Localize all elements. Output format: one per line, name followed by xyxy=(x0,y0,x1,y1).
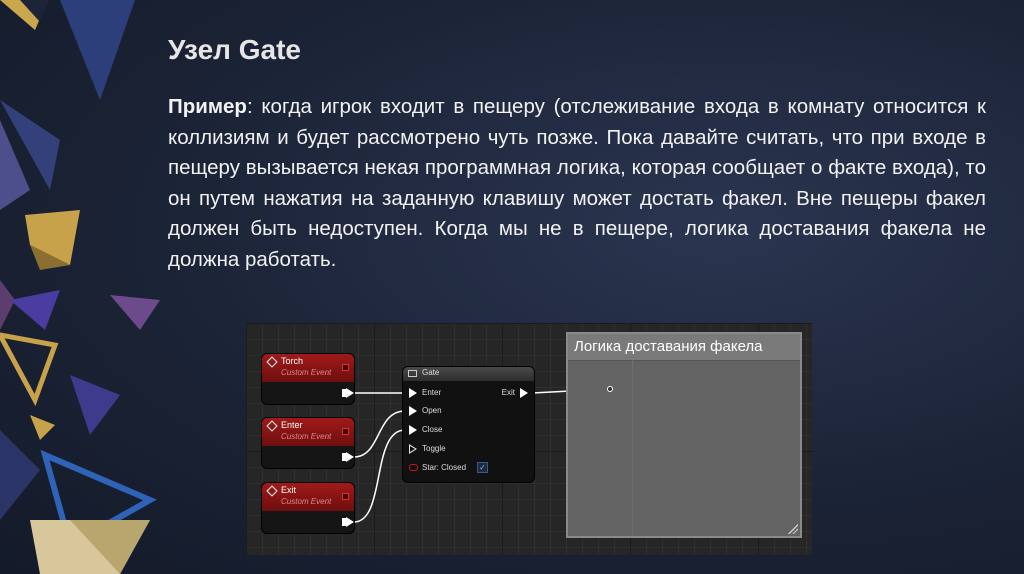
body-text xyxy=(168,92,986,275)
event-title: Exit xyxy=(281,485,297,495)
gate-header xyxy=(403,367,534,381)
body-paragraph: : когда игрок входит в пещеру (отслеживание входа в комнату относится к коллизиям и будет рассмотрено чуть позже. Пока давайте считать, что при входе в пещеру вызывается некая программная логика, которая сообщает о факте входа), то он путем нажатия на заданную клавишу может достать факел. Вне пещеры факел должен быть недоступен. Когда мы не в пещере, логика доставания факела не должна работать. xyxy=(168,95,986,271)
event-node-torch[interactable] xyxy=(262,354,354,404)
event-node-enter[interactable] xyxy=(262,418,354,468)
pin-label: Enter xyxy=(422,388,442,397)
event-subtitle: Custom Event xyxy=(281,368,332,377)
exec-input-pin-icon[interactable] xyxy=(409,388,417,398)
event-header xyxy=(262,354,354,382)
gate-title: Gate xyxy=(422,368,440,377)
exec-input-pin-icon[interactable] xyxy=(409,425,417,435)
event-header xyxy=(262,418,354,446)
reroute-node[interactable] xyxy=(607,386,613,392)
delegate-pin-icon[interactable] xyxy=(342,364,349,371)
pin-label: Close xyxy=(422,425,443,434)
bool-pin-icon[interactable] xyxy=(409,464,418,471)
delegate-pin-icon[interactable] xyxy=(342,493,349,500)
macro-icon xyxy=(408,370,417,377)
event-diamond-icon xyxy=(266,420,277,431)
exec-output-pin-icon[interactable] xyxy=(346,517,354,527)
resize-handle-icon[interactable] xyxy=(788,524,798,534)
wire-enter-to-open xyxy=(354,411,405,457)
gate-node[interactable] xyxy=(403,367,534,482)
event-diamond-icon xyxy=(266,356,277,367)
event-title: Enter xyxy=(281,420,303,430)
exec-input-pin-hollow-icon[interactable] xyxy=(409,444,417,454)
comment-divider xyxy=(632,360,633,536)
exec-output-pin-icon[interactable] xyxy=(346,388,354,398)
pin-label: Open xyxy=(422,406,442,415)
wire-exit-to-close xyxy=(354,430,405,522)
blueprint-graph[interactable] xyxy=(246,323,812,555)
exec-output-pin-icon[interactable] xyxy=(346,452,354,462)
decorative-shapes xyxy=(0,0,240,574)
exec-input-pin-icon[interactable] xyxy=(409,406,417,416)
event-subtitle: Custom Event xyxy=(281,432,332,441)
event-diamond-icon xyxy=(266,485,277,496)
pin-label: Toggle xyxy=(422,444,446,453)
pin-label: Star: Closed xyxy=(422,463,467,472)
body-bold-label: Пример xyxy=(168,95,247,118)
pin-label: Exit xyxy=(501,388,515,397)
event-subtitle: Custom Event xyxy=(281,497,332,506)
exec-output-pin-icon[interactable] xyxy=(520,388,528,398)
start-closed-checkbox[interactable]: ✓ xyxy=(477,462,488,473)
event-title: Torch xyxy=(281,356,304,366)
event-node-exit[interactable] xyxy=(262,483,354,533)
slide-title: Узел Gate xyxy=(168,34,301,65)
delegate-pin-icon[interactable] xyxy=(342,428,349,435)
comment-box[interactable] xyxy=(566,332,802,538)
event-header xyxy=(262,483,354,511)
comment-title[interactable]: Логика доставания факела xyxy=(568,334,800,361)
